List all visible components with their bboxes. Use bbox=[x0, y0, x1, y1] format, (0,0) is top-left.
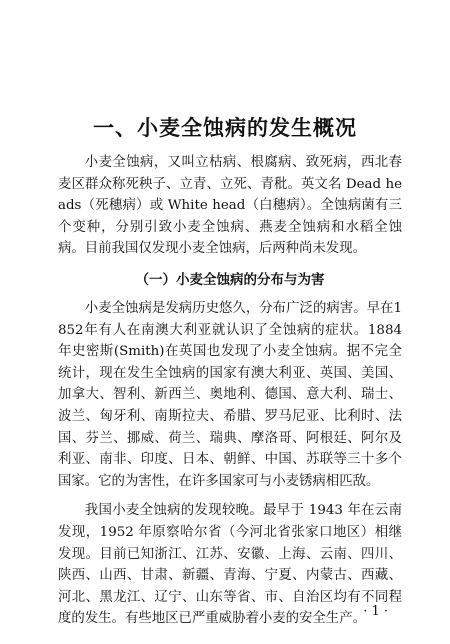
section-paragraph-1: 小麦全蚀病是发病历史悠久，分布广泛的病害。早在1852年有人在南澳大利亚就认识了全蚀病的症状。1884 年史密斯(Smith)在英国也发现了小麦全蚀病。据不完全统计，现在发生全蚀病的国家有澳大利亚、英国、美国、加拿大、智利、新西兰、奥地利、德国、意大利、瑞士、波兰、匈牙利、南斯拉夫、希腊、罗马尼亚、比利时、法国、芬兰、挪威、荷兰、瑞典、摩洛哥、阿根廷、阿尔及利亚、南非、印度、日本、朝鲜、中国、苏联等三十多个国家。它的为害性，在许多国家可与小麦锈病相匹敌。 bbox=[58, 300, 402, 489]
chapter-title: 一、小麦全蚀病的发生概况 bbox=[93, 115, 357, 140]
intro-paragraph: 小麦全蚀病，又叫立枯病、根腐病、致死病，西北春麦区群众称死秧子、立青、立死、青秕。英文名 Dead heads（死穗病）或 White head（白穗病）。全蚀病菌有三个变种，分别引致小麦全蚀病、燕麦全蚀病和水稻全蚀病。目前我国仅发现小麦全蚀病，后两种尚未发现。 bbox=[58, 155, 402, 257]
body-text bbox=[58, 152, 402, 638]
page-number: · 1 · bbox=[363, 604, 388, 619]
section-heading: （一）小麦全蚀病的分布与为害 bbox=[135, 271, 325, 288]
section-paragraph-2: 我国小麦全蚀病的发现较晚。最早于 1943 年在云南发现，1952 年原察哈尔省（今河北省张家口地区）相继发现。目前已知浙江、江苏、安徽、上海、云南、四川、陕西、山西、甘肃、新疆、青海、宁夏、内蒙古、西藏、河北、黑龙江、辽宁、山东等省、市、自治区均有不同程度的发生。有些地区已严重威胁着小麦的安全生产。 bbox=[58, 503, 402, 627]
